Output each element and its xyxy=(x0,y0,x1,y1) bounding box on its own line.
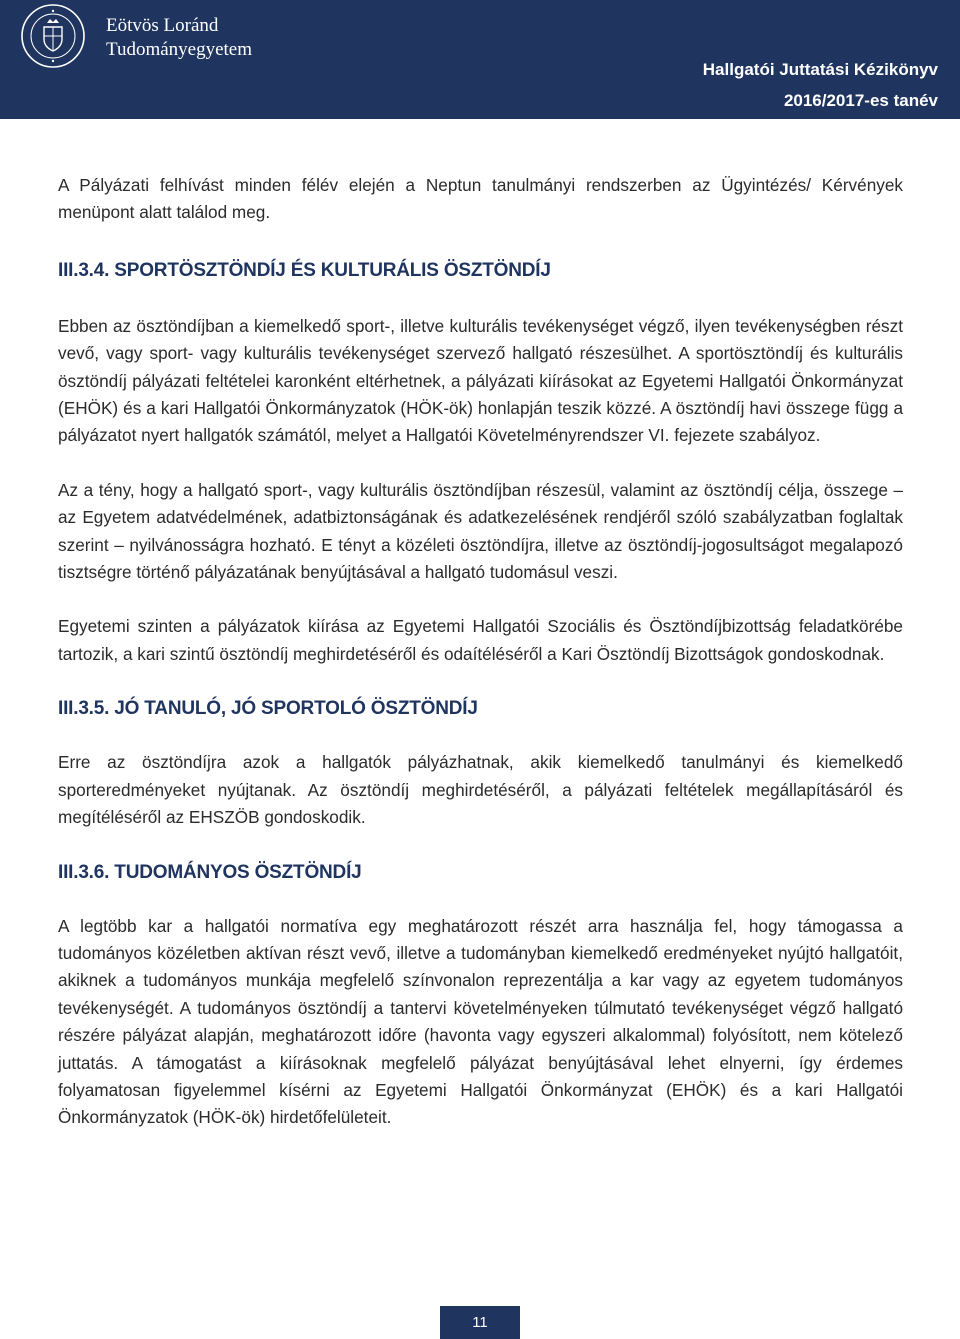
section-heading-346: III.3.6. TUDOMÁNYOS ÖSZTÖNDÍJ xyxy=(58,861,362,883)
intro-paragraph: A Pályázati felhívást minden félév elején a Neptun tanulmányi rendszerben az Ügyintézés/ Kérvények menüpont alatt találod meg. xyxy=(58,175,903,223)
page-number: 11 xyxy=(440,1306,520,1339)
university-name-line2: Tudományegyetem xyxy=(106,39,253,60)
handbook-title: Hallgatói Juttatási Kézikönyv xyxy=(702,60,938,79)
section-346-paragraph: A legtöbb kar a hallgatói normatíva egy meghatározott részét arra használja fel, hogy támogassa a tudományos közéletben aktívan részt vevő, illetve a tudományban kiemelkedő eredményeket nyújtó hallgatóit, akiknek a tudományos munkája megfelelő színvonalon reprezentálja a kar vagy az egyetem tudományos tevékenységét. A tudományos ösztöndíj a tantervi követelményeken túlmutató tevékenységet végző hallgató részére pályázat alapján, meghatározott időre (havonta vagy egyszeri alkalommal) folyósított, nem kötelező juttatás. A támogatást a kiírásoknak megfelelő pályázat benyújtásával lehet elnyerni, így érdemes folyamatosan figyelemmel kísérni az Egyetemi Hallgatói Önkormányzat (EHÖK) és a kari Hallgatói Önkormányzatok (HÖK-ök) hirdetőfelületeit. xyxy=(58,915,903,1128)
section-344-paragraph-2: Az a tény, hogy a hallgató sport-, vagy kulturális ösztöndíjban részesül, valamint az ösztöndíj célja, összege – az Egyetem adatvédelmének, adatbiztonságának és adatkezelésének rendjéről szóló szabályzatban foglaltak szerint – nyilvánosságra hozható. E tényt a közéleti ösztöndíjra, illetve az ösztöndíj-jogosultságot megalapozó tisztségre történő pályázatának benyújtásával a hallgató tudomásul veszi. xyxy=(58,479,903,583)
page-header xyxy=(0,0,960,119)
section-heading-344: III.3.4. SPORTÖSZTÖNDÍJ ÉS KULTURÁLIS ÖSZTÖNDÍJ xyxy=(58,259,551,281)
university-name xyxy=(106,14,252,62)
university-name-line1: Eötvös Loránd xyxy=(106,15,219,36)
section-345-paragraph: Erre az ösztöndíjra azok a hallgatók pályázhatnak, akik kiemelkedő tanulmányi és kiemelkedő sporteredményeket nyújtanak. Az ösztöndíj meghirdetéséről, a pályázati feltételek megállapításáról és megítéléséről az EHSZÖB gondoskodik. xyxy=(58,752,903,828)
section-heading-345: III.3.5. JÓ TANULÓ, JÓ SPORTOLÓ ÖSZTÖNDÍJ xyxy=(58,698,478,720)
section-344-paragraph-1: Ebben az ösztöndíjban a kiemelkedő sport-, illetve kulturális tevékenységet végző, ilyen tevékenységben részt vevő, vagy sport- vagy kulturális tevékenységet szervező hallgató részesülhet. A sportösztöndíj és kulturális ösztöndíj pályázati feltételei karonként eltérhetnek, a pályázati kiírásokat az Egyetemi Hallgatói Önkormányzat (EHÖK) és a kari Hallgatói Önkormányzatok (HÖK-ök) honlapján teszik közzé. A ösztöndíj havi összege függ a pályázatot nyert hallgatók számától, melyet a Hallgatói Követelményrendszer VI. fejezete szabályoz. xyxy=(58,315,903,446)
page-content xyxy=(58,172,903,1132)
section-344-paragraph-3: Egyetemi szinten a pályázatok kiírása az Egyetemi Hallgatói Szociális és Ösztöndíjbizottság feladatkörébe tartozik, a kari szintű ösztöndíj meghirdetéséről és odaítéléséről a Kari Ösztöndíj Bizottságok gondoskodnak. xyxy=(58,616,903,664)
academic-year: 2016/2017-es tanév xyxy=(783,91,938,110)
university-seal-icon xyxy=(20,3,86,69)
